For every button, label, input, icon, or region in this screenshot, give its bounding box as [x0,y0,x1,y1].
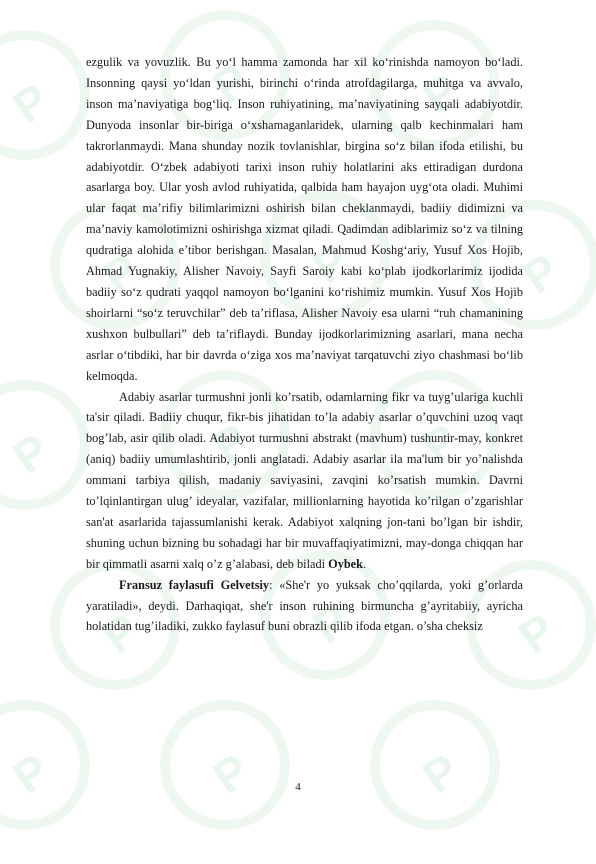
paragraph-1 [86,52,523,387]
watermark-stamp: P [24,174,205,355]
watermark-stamp: P [344,674,525,855]
watermark-stamp: P [234,524,415,705]
watermark-stamp: P [234,164,415,345]
watermark-stamp: P [344,344,525,525]
document-body [86,52,523,637]
watermark-stamp: P [24,534,205,715]
watermark-stamp: P [134,344,315,525]
watermark-stamp: P [0,354,116,535]
watermark-stamp: P [344,0,525,176]
author-name: Oybek [328,556,363,571]
watermark-stamp: P [0,4,116,185]
watermark-stamp: P [0,674,116,855]
page-number: 4 [295,781,301,793]
paragraph-end: . [362,556,367,571]
paragraph-text: ezgulik va yovuzlik. Bu yo‘l hamma zamonda har xil ko‘rinishda namoyon bo‘ladi. Insonning qaysi yo‘ldan yurishi, birinchi o‘rinda atrofdagilarga, muhitga va avvalo, inson ma’naviyatiga bog‘liq. Inson ruhiyatining, ma’naviyatining sayqali adabiyotdir. Dunyoda insonlar bir-biriga o‘xshamaganlaridek, ularning qalb kechinmalari ham takrorlanmaydi. Mana shunday nozik tovlanishlar, birgina so‘z bilan ifoda etilishi, bu adabiyotdir. O‘zbek adabiyoti tarixi inson ruhiy holatlarini aks ettiradigan durdona asarlarga boy. Ular yosh avlod ruhiyatida, qalbida ham hayajon uyg‘ota oladi. Muhimi ular faqat ma’rifiy bilimlarimizni oshirish bilan cheklanmaydi, badiiy didimizni va ma’naviy kamolotimizni oshirishga xizmat qiladi. Qadimdan adiblarimiz so‘z va tilning qudratiga alohida e’tibor berishgan. Masalan, Mahmud Koshg‘ariy, Yusuf Xos Hojib, Ahmad Yugnakiy, Alisher Navoiy, Sayfi Saroiy kabi ko‘plab ijodkorlarimiz ijodida badiiy so‘z qudrati yaqqol namoyon bo‘lganini ko‘rishimiz mumkin. Yusuf Xos Hojib shoirlarni “so‘z teruvchilar” deb ta’riflasa, Alisher Navoiy esa ularni “ruh chamanining xushxon bulbullari” deb ta’riflaydi. Bunday ijodkorlarimizning asarlari, mana necha asrlar o‘tibdiki, har bir davrda o‘ziga xos ma’naviyat tarqatuvchi ziyo chashmasi bo‘lib kelmoqda. [86,55,523,383]
author-name: Fransuz faylasufi Gelvetsiy [119,577,270,592]
watermark-stamp: P [444,174,596,355]
paragraph-text: Adabiy asarlar turmushni jonli ko’rsatib, odamlarning fikr va tuyg’ulariga kuchli ta'sir qiladi. Badiiy chuqur, fikr-bis jihatidan to’la adabiy asarlar o’quvchini uzoq vaqt bog’lab, asir qilib oladi. Adabiyot turmushni abstrakt (mavhum) tushuntir-may, konkret (aniq) badiiy umumlashtirib, jonli anglatadi. Adabiy asarlar ila ma'lum bir yo’nalishda ommani tarbiya qilish, madaniy saviyasini, zavqini ko’rsatish mumkin. Davrni to’lqinlantirgan ulug’ ideyalar, vazifalar, millionlarning hayotida ko’rilgan o’zgarishlar san'at asarlarida tajassumlanishi kerak. Adabiyot xalqning jon-tani bo’lgan bir ishdir, shuning uchun bizning bu sohadagi har bir muvaffaqiyatimizni, may-donga chiqqan har bir qimmatli asarni xalq o’z g’alabasi, deb biladi [86,389,523,571]
paragraph-3 [86,575,523,638]
watermark-stamp: P [134,0,315,166]
watermark-stamp: P [440,534,596,715]
paragraph-text: : «She'r yo yuksak cho’qqilarda, yoki g’orlarda yaratiladi», deydi. Darhaqiqat, she'r inson ruhining birmuncha g’ayritabiiy, ayricha holatidan tug’iladiki, zukko faylasuf buni obrazli qilib ifoda etgan. o’sha cheksiz [86,577,523,634]
watermark-stamp: P [134,674,315,855]
paragraph-2 [86,387,523,575]
